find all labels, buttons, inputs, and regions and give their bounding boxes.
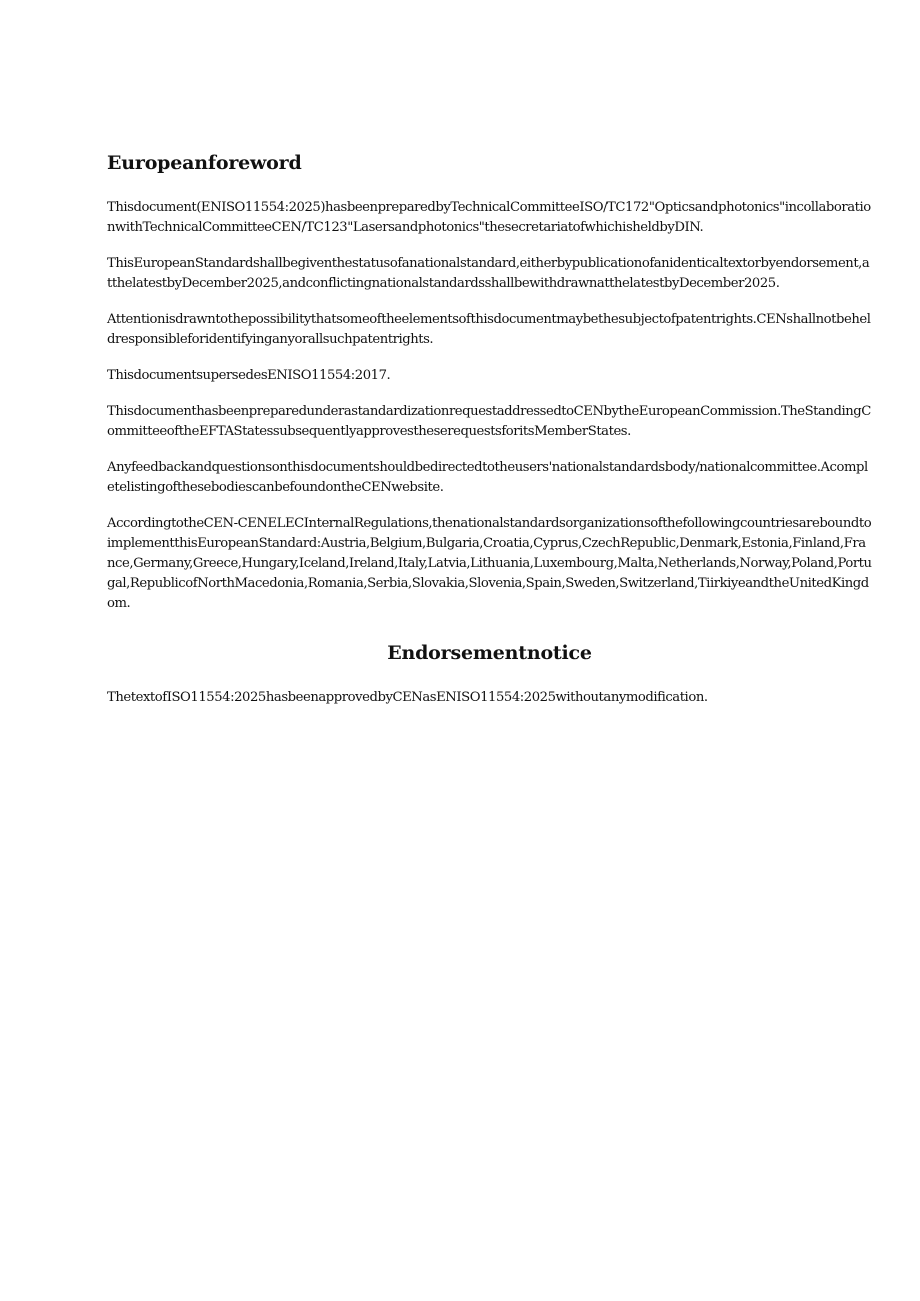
foreword-heading: Europeanforeword bbox=[107, 152, 302, 174]
foreword-paragraph-standardization-request: ThisdocumenthasbeenpreparedunderastandardizationrequestaddressedtoCENbytheEuropeanCommission.TheStandingCommitteeoftheEFTAStatessubsequentlyapprovestheserequestsforitsMemberStates. bbox=[107, 404, 871, 439]
endorsement-heading: Endorsementnotice bbox=[387, 642, 592, 664]
foreword-paragraph-patents: Attentionisdrawntothepossibilitythatsomeoftheelementsofthisdocumentmaybethesubjectofpatentrights.CENshallnotbeheldresponsibleforidentifyinganyorallsuchpatentrights. bbox=[107, 312, 871, 347]
foreword-paragraph-feedback: Anyfeedbackandquestionsonthisdocumentshouldbedirectedtotheusers'nationalstandardsbody/nationalcommittee.AcompletelistingofthesebodiescanbefoundontheCENwebsite. bbox=[107, 460, 868, 495]
foreword-paragraph-status: ThisEuropeanStandardshallbegiventhestatusofanationalstandard,eitherbypublicationofanidenticaltextorbyendorsement,atthelatestbyDecember2025,andconflictingnationalstandardsshallbewithdrawnatthelatestbyDecember2025. bbox=[107, 256, 870, 291]
foreword-paragraph-countries: AccordingtotheCEN-CENELECInternalRegulations,thenationalstandardsorganizationsofthefollowingcountriesareboundtoimplementthisEuropeanStandard:Austria,Belgium,Bulgaria,Croatia,Cyprus,CzechRepublic,Denmark,Estonia,Finland,France,Germany,Greece,Hungary,Iceland,Ireland,Italy,Latvia,Lithuania,Luxembourg,Malta,Netherlands,Norway,Poland,Portugal,RepublicofNorthMacedonia,Romania,Serbia,Slovakia,Slovenia,Spain,Sweden,Switzerland,TiirkiyeandtheUnitedKingdom. bbox=[107, 516, 872, 611]
endorsement-text: ThetextofISO11554:2025hasbeenapprovedbyCENasENISO11554:2025withoutanymodification. bbox=[107, 690, 708, 705]
document-page bbox=[107, 150, 872, 724]
foreword-paragraph-preparation: Thisdocument(ENISO11554:2025)hasbeenpreparedbyTechnicalCommitteeISO/TC172"Opticsandphotonics"incollaborationwithTechnicalCommitteeCEN/TC123"Lasersandphotonics"thesecretariatofwhichisheldbyDIN. bbox=[107, 200, 871, 235]
foreword-paragraph-supersedes: ThisdocumentsupersedesENISO11554:2017. bbox=[107, 368, 391, 383]
